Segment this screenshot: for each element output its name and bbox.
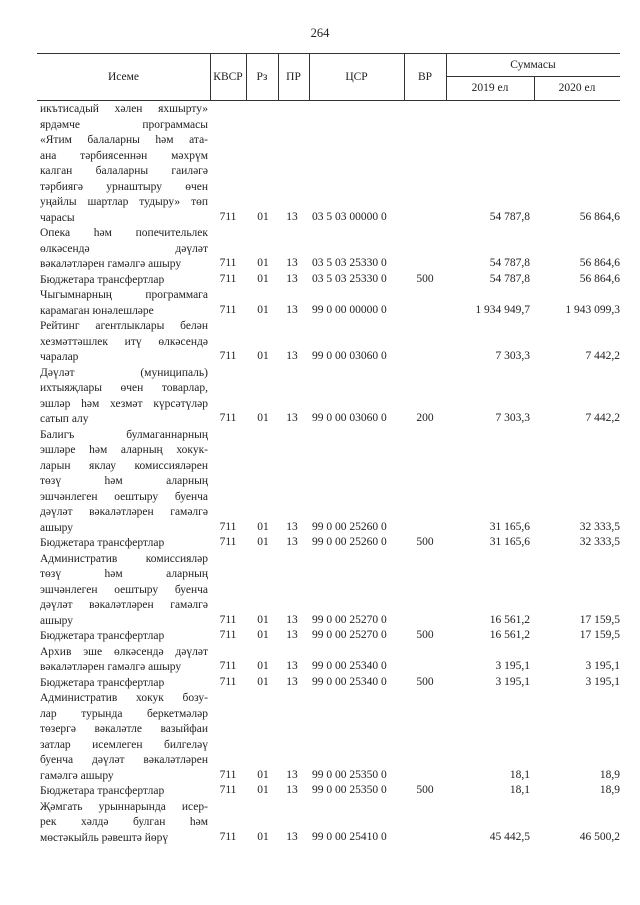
row-name [40,536,208,552]
row-name-line: Җәмгать урыннарында исер- [40,800,208,813]
row-pr: 13 [286,412,298,424]
row-name-line: Бюджетара трансфертлар [40,537,165,549]
row-kvsr: 711 [219,412,237,424]
row-kvsr: 711 [219,768,237,781]
table-row [0,691,640,784]
row-kvsr: 711 [219,830,237,843]
row-name-line: вәкаләтләрен гамәлгә ашыру [40,661,182,673]
row-kvsr: 711 [219,660,237,672]
row-sum-2020: 32 333,5 [579,536,620,548]
row-sum-2020: 32 333,5 [579,520,620,533]
header-pr: ПР [286,71,301,83]
row-csr: 03 5 03 25330 0 [312,257,387,269]
row-csr: 99 0 00 25350 0 [312,784,387,796]
row-csr: 99 0 00 25340 0 [312,675,387,688]
row-sum-2020: 56 864,6 [579,210,620,223]
table-row [0,273,640,289]
row-kvsr: 711 [219,210,237,223]
table-row [0,102,640,226]
row-pr: 13 [286,272,298,285]
row-pr: 13 [286,660,298,672]
row-name-line: төзү һәм аларның [40,568,208,580]
row-name-line: төзү һәм аларның [40,475,208,487]
table-row [0,784,640,800]
row-sum-2019: 7 303,3 [495,412,530,424]
row-vr: 500 [416,675,434,688]
row-rz: 01 [257,675,269,688]
row-name-line: эшчәнлеген оештыру буенча [40,583,208,596]
row-rz: 01 [257,768,269,781]
row-name [40,784,208,800]
row-pr: 13 [286,350,298,362]
row-name-line: калган балаларны гаиләгә [40,165,208,177]
row-rz: 01 [257,629,269,641]
row-name-line: карамаган юнәлешләре [40,304,154,317]
row-sum-2019: 45 442,5 [489,830,530,843]
row-sum-2020: 3 195,1 [585,675,620,688]
table-row [0,629,640,645]
row-vr: 500 [416,272,434,285]
row-name [40,273,208,289]
row-rz: 01 [257,520,269,533]
row-name-line: Бюджетара трансфертлар [40,676,165,689]
row-name-line: ярдәмче программасы [40,118,208,131]
table-row [0,552,640,630]
row-sum-2020: 18,9 [599,784,620,796]
row-rz: 01 [257,272,269,285]
row-csr: 03 5 03 00000 0 [312,210,387,223]
table-row [0,536,640,552]
header-year-2019: 2019 ел [471,82,509,94]
row-name-line: хезмәттәшлек итү өлкәсендә [40,335,208,348]
row-name-line: чаралар [40,351,79,363]
row-kvsr: 711 [219,536,237,548]
row-sum-2019: 7 303,3 [495,350,530,362]
row-sum-2020: 7 442,2 [585,350,620,362]
row-sum-2020: 18,9 [599,768,620,781]
row-csr: 99 0 00 25260 0 [312,536,387,548]
table-row [0,319,640,366]
row-rz: 01 [257,412,269,424]
row-name-line: Чыгымнарның программага [40,289,208,301]
row-name-line: Рейтинг агентлыклары белән [40,320,208,332]
row-csr: 99 0 00 25270 0 [312,613,387,626]
row-name-line: ашыру [40,614,74,627]
row-pr: 13 [286,768,298,781]
table-row [0,226,640,273]
table-row [0,800,640,847]
row-name [40,691,208,784]
row-pr: 13 [286,784,298,796]
row-sum-2020: 1 943 099,3 [565,303,620,316]
row-kvsr: 711 [219,303,237,316]
header-name: Исеме [107,71,140,83]
row-name-line: эшләр һәм хезмәт күрсәтүләр [40,397,208,410]
row-rz: 01 [257,660,269,672]
row-vr: 500 [416,784,434,796]
row-pr: 13 [286,257,298,269]
row-kvsr: 711 [219,350,237,362]
row-rz: 01 [257,536,269,548]
row-name-line: сатып алу [40,413,89,425]
row-rz: 01 [257,613,269,626]
header-year-2020: 2020 ел [558,82,596,94]
row-name-line: тәрбиягә урнаштыру өчен [40,180,208,193]
row-csr: 99 0 00 25340 0 [312,660,387,672]
row-sum-2020: 46 500,2 [579,830,620,843]
row-kvsr: 711 [219,675,237,688]
row-sum-2020: 56 864,6 [579,257,620,269]
row-rz: 01 [257,784,269,796]
row-kvsr: 711 [219,272,237,285]
row-pr: 13 [286,830,298,843]
row-csr: 99 0 00 00000 0 [312,303,387,316]
row-sum-2019: 54 787,8 [489,257,530,269]
row-sum-2019: 16 561,2 [489,613,530,626]
row-csr: 99 0 00 25410 0 [312,830,387,843]
page-number: 264 [310,26,330,40]
table-row [0,428,640,537]
row-name-line: чарасы [40,211,75,224]
row-name [40,102,208,226]
row-sum-2020: 7 442,2 [585,412,620,424]
row-sum-2020: 3 195,1 [585,660,620,672]
row-csr: 03 5 03 25330 0 [312,272,387,285]
row-name-line: икътисадый хәлен яхшырту» [40,103,208,115]
table-row [0,645,640,676]
row-name-line: Бюджетара трансфертлар [40,785,165,797]
header-rz: Рз [256,71,268,83]
row-sum-2019: 16 561,2 [489,629,530,641]
row-name [40,428,208,537]
row-vr: 200 [416,412,434,424]
row-kvsr: 711 [219,784,237,796]
row-name-line: вәкаләтләрен гамәлгә ашыру [40,258,182,270]
row-sum-2020: 17 159,5 [579,613,620,626]
row-kvsr: 711 [219,257,237,269]
header-sums: Суммасы [510,59,556,71]
row-sum-2019: 3 195,1 [495,660,530,672]
row-sum-2019: 54 787,8 [489,272,530,285]
row-kvsr: 711 [219,520,237,533]
row-pr: 13 [286,675,298,688]
row-name [40,676,208,692]
row-pr: 13 [286,303,298,316]
row-name-line: дәүләт вәкаләтләрен гамәлгә [40,599,208,611]
row-name-line: Административ комиссияләр [40,552,208,565]
row-name-line: Опека һәм попечительлек [40,227,208,239]
row-name-line: затлар исемлеген билгеләү [40,738,208,751]
row-name-line: Балигъ булмаганнарның [40,428,208,441]
row-name [40,319,208,366]
row-vr: 500 [416,536,434,548]
table-row [0,288,640,319]
row-csr: 99 0 00 03060 0 [312,412,387,424]
row-sum-2019: 54 787,8 [489,210,530,223]
row-name-line: гамәлгә ашыру [40,769,114,782]
row-sum-2019: 18,1 [509,768,530,781]
row-name-line: Бюджетара трансфертлар [40,273,165,286]
row-name-line: рек хәлдә булган һәм [40,816,208,828]
row-csr: 99 0 00 03060 0 [312,350,387,362]
row-name-line: «Ятим балаларны һәм ата- [40,134,208,146]
row-sum-2019: 18,1 [509,784,530,796]
row-name-line: дәүләт вәкаләтләрен гамәлгә [40,506,208,518]
row-rz: 01 [257,303,269,316]
row-name [40,288,208,319]
row-pr: 13 [286,210,298,223]
row-name [40,645,208,676]
row-name [40,226,208,273]
row-vr: 500 [416,629,434,641]
header-kvsr: КВСР [213,71,243,83]
row-sum-2019: 31 165,6 [489,536,530,548]
row-name [40,552,208,630]
row-name-line: Дәүләт (муниципаль) [40,366,208,379]
row-sum-2020: 17 159,5 [579,629,620,641]
row-csr: 99 0 00 25350 0 [312,768,387,781]
row-sum-2019: 31 165,6 [489,520,530,533]
row-pr: 13 [286,629,298,641]
row-name-line: эшчәнлеген оештыру буенча [40,490,208,503]
row-pr: 13 [286,536,298,548]
row-csr: 99 0 00 25260 0 [312,520,387,533]
row-name-line: өлкәсендә дәүләт [40,242,208,255]
row-rz: 01 [257,830,269,843]
row-kvsr: 711 [219,613,237,626]
row-name-line: буенча дәүләт вәкаләтләрен [40,754,208,766]
header-csr: ЦСР [345,71,368,83]
row-name-line: эшләре һәм аларның хокук- [40,444,208,456]
row-name-line: төзергә вәкаләтле вазыйфаи [40,723,208,735]
row-rz: 01 [257,257,269,269]
row-name-line: ихтыяҗлары өчен товарлар, [40,382,208,394]
header-vr: ВР [417,71,433,83]
row-sum-2019: 3 195,1 [495,675,530,688]
row-csr: 99 0 00 25270 0 [312,629,387,641]
row-name-line: мөстәкыйль рәвештә йөрү [40,831,169,844]
row-sum-2020: 56 864,6 [579,272,620,285]
row-name-line: ларын яклау комиссияләрен [40,459,208,472]
row-rz: 01 [257,210,269,223]
row-pr: 13 [286,520,298,533]
row-name-line: Бюджетара трансфертлар [40,630,165,642]
table-row [0,676,640,692]
row-pr: 13 [286,613,298,626]
row-name [40,366,208,428]
row-name [40,800,208,847]
row-name-line: ана тәрбиясеннән мәхрүм [40,149,208,162]
row-name-line: лар турында беркетмәләр [40,707,208,720]
table-row [0,366,640,428]
row-name-line: Архив эше өлкәсендә дәүләт [40,645,208,658]
row-rz: 01 [257,350,269,362]
row-name-line: ашыру [40,521,74,534]
row-name-line: Административ хокук бозу- [40,692,208,704]
row-name-line: уңайлы шартлар тудыру» төп [40,196,208,208]
table-header [37,53,620,101]
row-kvsr: 711 [219,629,237,641]
row-sum-2019: 1 934 949,7 [475,303,530,316]
row-name [40,629,208,645]
